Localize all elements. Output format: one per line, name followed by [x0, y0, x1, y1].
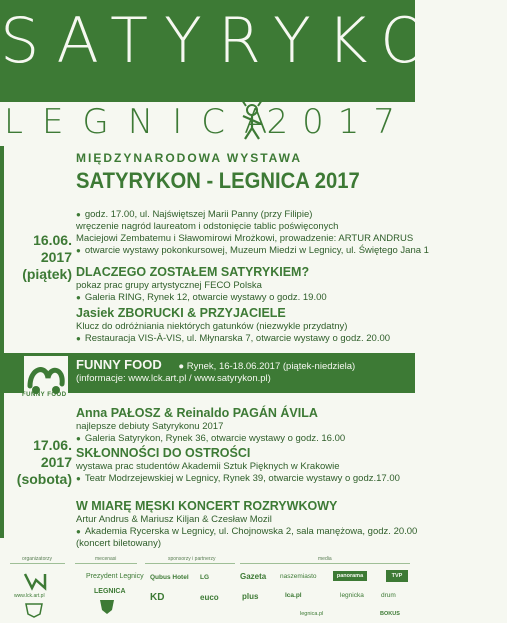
funny-food-info: FUNNY FOOD ● Rynek, 16-18.06.2017 (piątek-niedziela) (informacje: www.lck.art.pl / www.satyrykon.pl) [76, 357, 356, 384]
day1-date: 16.06. 2017 (piątek) [22, 232, 72, 282]
day2-event-concert: W MIARĘ MĘSKI KONCERT ROZRYWKOWY Artur Andrus & Mariusz Kiljan & Czesław Mozil ● Akademia Rycerska w Legnicy, ul. Chojnowska 2, sala manężowa, godz. 20.00 (koncert biletowany) [76, 499, 411, 550]
tvp-logo: TVP [386, 570, 408, 582]
footer-label-organizers: organizatorzy [22, 556, 53, 562]
day1-ceremony: ● godz. 17.00, ul. Najświętszej Marii Panny (przy Filipie) wręczenie nagród laureatom i odstonięcie tablic poświęconych Maciejowi Zembatemu i Sławomirowi Mrożkowi, prowadzenie: ARTUR ANDRUS ● otwarcie wystawy pokonkursowej, Muzeum Miedzi w Legnicy, ul. Świętego Jana 1 [76, 209, 411, 257]
footer-divider [75, 563, 137, 564]
footer-label-sponsors: sponsorzy i partnerzy [168, 556, 216, 562]
day1-event-feco: DLACZEGO ZOSTAŁEM SATYRYKIEM? pokaz prac grupy artystycznej FECO Polska ● Galeria RING, Rynek 12, otwarcie wystawy o godz. 19.00 [76, 265, 411, 304]
satyr-mascot-icon [232, 96, 272, 142]
footer-divider [145, 563, 235, 564]
footer-label-media: media [318, 556, 332, 562]
footer-label-patrons: mecenasi [95, 556, 117, 562]
legnicka-logo: legnicka [340, 592, 364, 599]
footer-divider [10, 563, 65, 564]
exhibition-kicker: MIĘDZYNARODOWA WYSTAWA [76, 151, 302, 165]
day2-date: 17.06. 2017 (sobota) [16, 437, 72, 487]
euco-logo: euco [200, 593, 219, 602]
legnica-pl-logo: legnica.pl [300, 611, 324, 617]
header-banner [0, 0, 507, 99]
legnica-logo: LEGNICA [94, 588, 126, 595]
lck-url[interactable]: www.lck.art.pl [14, 593, 45, 599]
lca-logo: lca.pl [285, 592, 302, 599]
city-name: LEGNICA [4, 102, 287, 142]
footer-divider [240, 563, 410, 564]
day2-event-palosz: Anna PAŁOSZ & Reinaldo PAGÁN ÁVILA najlepsze debiuty Satyrykonu 2017 ● Galeria Satyrykon, Rynek 36, otwarcie wystawy o godz. 16.00 [76, 406, 411, 445]
qubus-logo: Qubus Hotel [150, 574, 189, 581]
bokus-logo: BOKUS [380, 611, 400, 617]
lg-logo: LG [200, 574, 210, 581]
lck-logo-icon [22, 570, 48, 592]
drum-logo: drum [381, 592, 396, 599]
kd-logo: KD [150, 592, 165, 603]
exhibition-title: SATYRYKON - LEGNICA 2017 [76, 168, 360, 193]
festival-year: 2017 [266, 102, 409, 142]
naszemiasto-logo: naszemiasto [280, 573, 317, 580]
city-crest-icon [98, 598, 116, 616]
prezydent-logo: Prezydent Legnicy [86, 573, 144, 580]
crest-icon [24, 602, 44, 618]
funny-food-links[interactable]: (informacje: www.lck.art.pl / www.satyrykon.pl) [76, 373, 271, 384]
funny-food-logo-label: FUNNY FOOD [22, 392, 67, 398]
day1-event-zborucki: Jasiek ZBORUCKI & PRZYJACIELE Klucz do odróżniania niektórych gatunków (niezwykle przydatny) ● Restauracja VIS-À-VIS, ul. Młynarska 7, otwarcie wystawy o godz. 20.00 [76, 306, 411, 345]
panorama-logo: panorama [333, 571, 367, 581]
left-accent-strip [0, 146, 4, 538]
day2-event-asp: SKŁONNOŚCI DO OSTROŚCI wystawa prac studentów Akademii Sztuk Pięknych w Krakowie ● Teatr Modrzejewskiej w Legnicy, Rynek 39, otwarcie wystawy o godz.17.00 [76, 446, 411, 485]
festival-title: SATYRYKON [0, 4, 507, 77]
plus-logo: plus [242, 592, 259, 601]
gazeta-logo: Gazeta [240, 572, 267, 581]
